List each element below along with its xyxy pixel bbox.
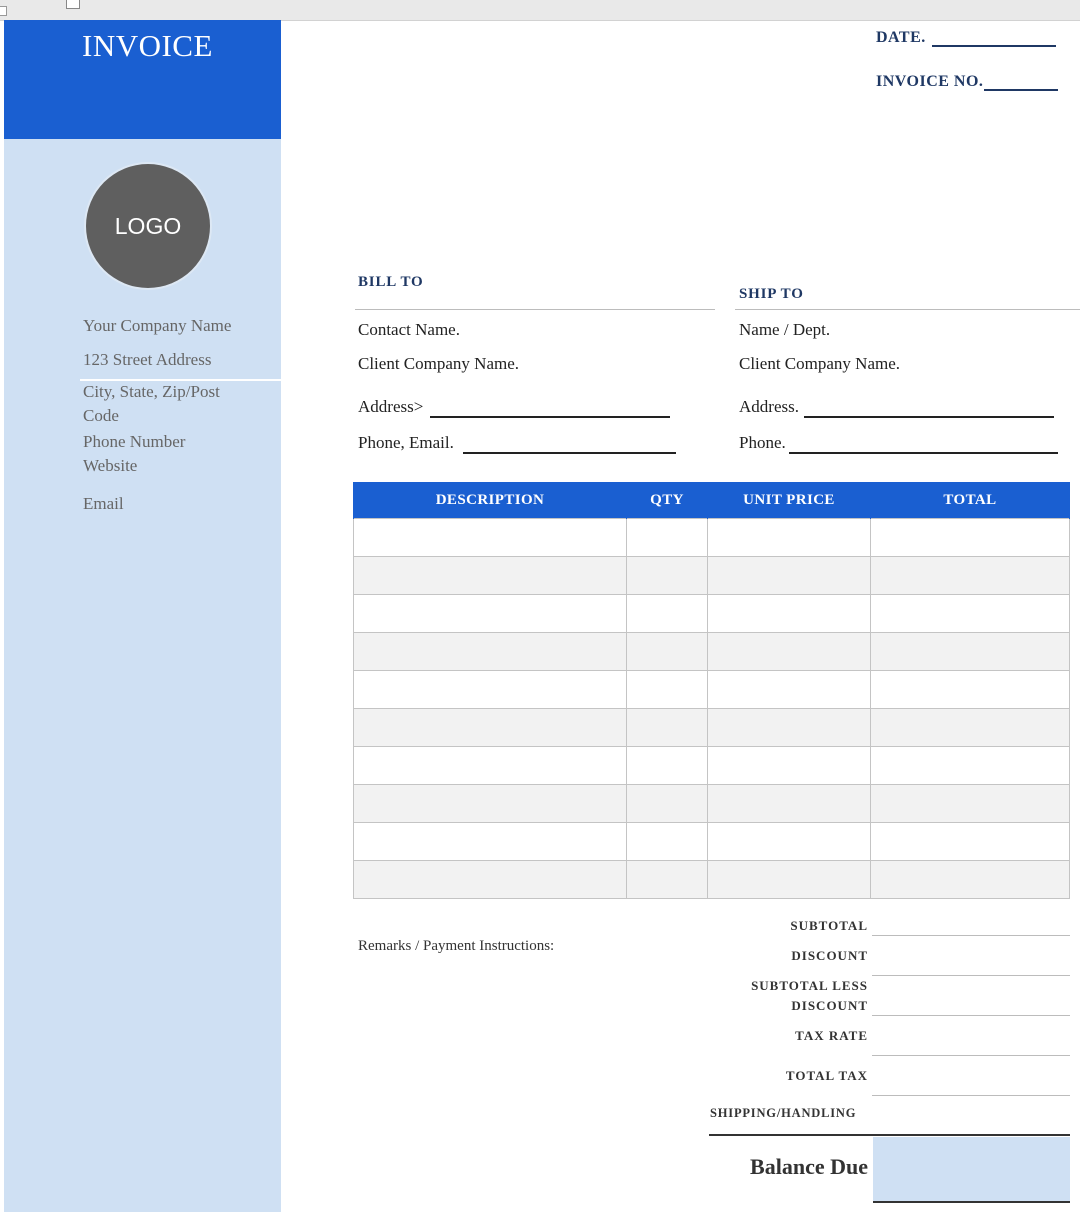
- subtotal-less-discount-label-line-1: SUBTOTAL LESS: [751, 978, 868, 993]
- company-logo: [86, 164, 210, 288]
- table-row: [354, 709, 1070, 747]
- column-header-total: TOTAL: [871, 482, 1070, 519]
- table-row: [354, 557, 1070, 595]
- cell-description[interactable]: [354, 709, 627, 747]
- company-phone[interactable]: Phone Number: [83, 432, 186, 451]
- company-city-line-1[interactable]: City, State, Zip/Post: [83, 382, 220, 401]
- line-items-body: [354, 519, 1070, 899]
- bill-to-address-label: Address>: [358, 397, 424, 416]
- cell-unit-price[interactable]: [708, 671, 871, 709]
- cell-description[interactable]: [354, 671, 627, 709]
- table-row: [354, 785, 1070, 823]
- cell-total[interactable]: [871, 709, 1070, 747]
- subtotal-label: SUBTOTAL: [790, 918, 868, 933]
- cell-unit-price[interactable]: [708, 633, 871, 671]
- cell-unit-price[interactable]: [708, 557, 871, 595]
- shipping-handling-label: SHIPPING/HANDLING: [710, 1106, 857, 1120]
- bill-to-phone-email-line[interactable]: [463, 452, 676, 454]
- tax-rate-field[interactable]: [872, 1055, 1070, 1056]
- ship-to-heading: SHIP TO: [739, 286, 804, 302]
- cell-unit-price[interactable]: [708, 861, 871, 899]
- shipping-handling-field[interactable]: [709, 1134, 1070, 1136]
- invoice-number-field-line[interactable]: [984, 89, 1058, 91]
- cell-unit-price[interactable]: [708, 823, 871, 861]
- balance-due-field[interactable]: [873, 1137, 1070, 1201]
- date-field-line[interactable]: [932, 45, 1056, 47]
- cell-total[interactable]: [871, 785, 1070, 823]
- cell-qty[interactable]: [627, 557, 708, 595]
- remarks-label: Remarks / Payment Instructions:: [358, 938, 555, 954]
- page-corner-mark: [0, 6, 7, 16]
- table-row: [354, 747, 1070, 785]
- column-header-description: DESCRIPTION: [354, 482, 627, 519]
- company-street[interactable]: 123 Street Address: [83, 350, 212, 369]
- balance-due-label: Balance Due: [750, 1154, 868, 1179]
- cell-total[interactable]: [871, 633, 1070, 671]
- cell-qty[interactable]: [627, 861, 708, 899]
- ship-to-phone-label: Phone.: [739, 433, 786, 452]
- table-row: [354, 861, 1070, 899]
- cell-total[interactable]: [871, 747, 1070, 785]
- company-city-line-2[interactable]: Code: [83, 406, 119, 425]
- ship-to-rule: [735, 309, 1080, 310]
- cell-description[interactable]: [354, 861, 627, 899]
- table-header-row: [354, 482, 1070, 519]
- cell-total[interactable]: [871, 823, 1070, 861]
- cell-total[interactable]: [871, 595, 1070, 633]
- bill-to-phone-email-label: Phone, Email.: [358, 433, 454, 452]
- ship-to-phone-line[interactable]: [789, 452, 1058, 454]
- cell-total[interactable]: [871, 519, 1070, 557]
- ship-to-address-label: Address.: [739, 397, 799, 416]
- cell-description[interactable]: [354, 823, 627, 861]
- document-top-strip: [0, 0, 1080, 21]
- total-tax-label: TOTAL TAX: [785, 1068, 868, 1083]
- ship-to-name[interactable]: Name / Dept.: [739, 320, 831, 339]
- cell-qty[interactable]: [627, 595, 708, 633]
- cell-description[interactable]: [354, 785, 627, 823]
- subtotal-less-discount-label-line-2: DISCOUNT: [791, 998, 868, 1013]
- cell-description[interactable]: [354, 595, 627, 633]
- bill-to-address-line[interactable]: [430, 416, 670, 418]
- cell-description[interactable]: [354, 747, 627, 785]
- cell-total[interactable]: [871, 557, 1070, 595]
- cell-qty[interactable]: [627, 709, 708, 747]
- cell-total[interactable]: [871, 861, 1070, 899]
- tax-rate-label: TAX RATE: [795, 1028, 868, 1043]
- column-header-unit-price: UNIT PRICE: [708, 482, 871, 519]
- cell-qty[interactable]: [627, 633, 708, 671]
- discount-label: DISCOUNT: [791, 948, 868, 963]
- bill-to-company[interactable]: Client Company Name.: [358, 354, 520, 373]
- cell-unit-price[interactable]: [708, 709, 871, 747]
- total-tax-field[interactable]: [872, 1095, 1070, 1096]
- invoice-title: INVOICE: [82, 28, 213, 63]
- table-row: [354, 595, 1070, 633]
- logo-text: LOGO: [114, 212, 182, 239]
- company-name[interactable]: Your Company Name: [83, 316, 232, 335]
- cell-qty[interactable]: [627, 519, 708, 557]
- table-move-handle[interactable]: [66, 0, 80, 9]
- company-email[interactable]: Email: [83, 494, 124, 513]
- discount-field[interactable]: [872, 975, 1070, 976]
- column-header-qty: QTY: [627, 482, 708, 519]
- table-row: [354, 633, 1070, 671]
- balance-due-underline: [873, 1201, 1070, 1203]
- cell-unit-price[interactable]: [708, 595, 871, 633]
- bill-to-contact[interactable]: Contact Name.: [358, 320, 460, 339]
- table-row: [354, 519, 1070, 557]
- table-row: [354, 671, 1070, 709]
- company-website[interactable]: Website: [83, 456, 138, 475]
- cell-description[interactable]: [354, 557, 627, 595]
- cell-unit-price[interactable]: [708, 785, 871, 823]
- bill-to-heading: BILL TO: [358, 274, 424, 290]
- subtotal-field[interactable]: [872, 935, 1070, 936]
- date-label: DATE.: [876, 29, 926, 46]
- ship-to-address-line[interactable]: [804, 416, 1054, 418]
- table-row: [354, 823, 1070, 861]
- cell-qty[interactable]: [627, 671, 708, 709]
- line-items-table: [353, 482, 1070, 899]
- cell-description[interactable]: [354, 633, 627, 671]
- cell-unit-price[interactable]: [708, 747, 871, 785]
- cell-qty[interactable]: [627, 823, 708, 861]
- invoice-number-label: INVOICE NO.: [876, 73, 984, 90]
- cell-qty[interactable]: [627, 785, 708, 823]
- cell-unit-price[interactable]: [708, 519, 871, 557]
- subtotal-less-discount-field[interactable]: [872, 1015, 1070, 1016]
- ship-to-company[interactable]: Client Company Name.: [739, 354, 901, 373]
- bill-to-rule: [355, 309, 715, 310]
- cell-total[interactable]: [871, 671, 1070, 709]
- cell-qty[interactable]: [627, 747, 708, 785]
- cell-description[interactable]: [354, 519, 627, 557]
